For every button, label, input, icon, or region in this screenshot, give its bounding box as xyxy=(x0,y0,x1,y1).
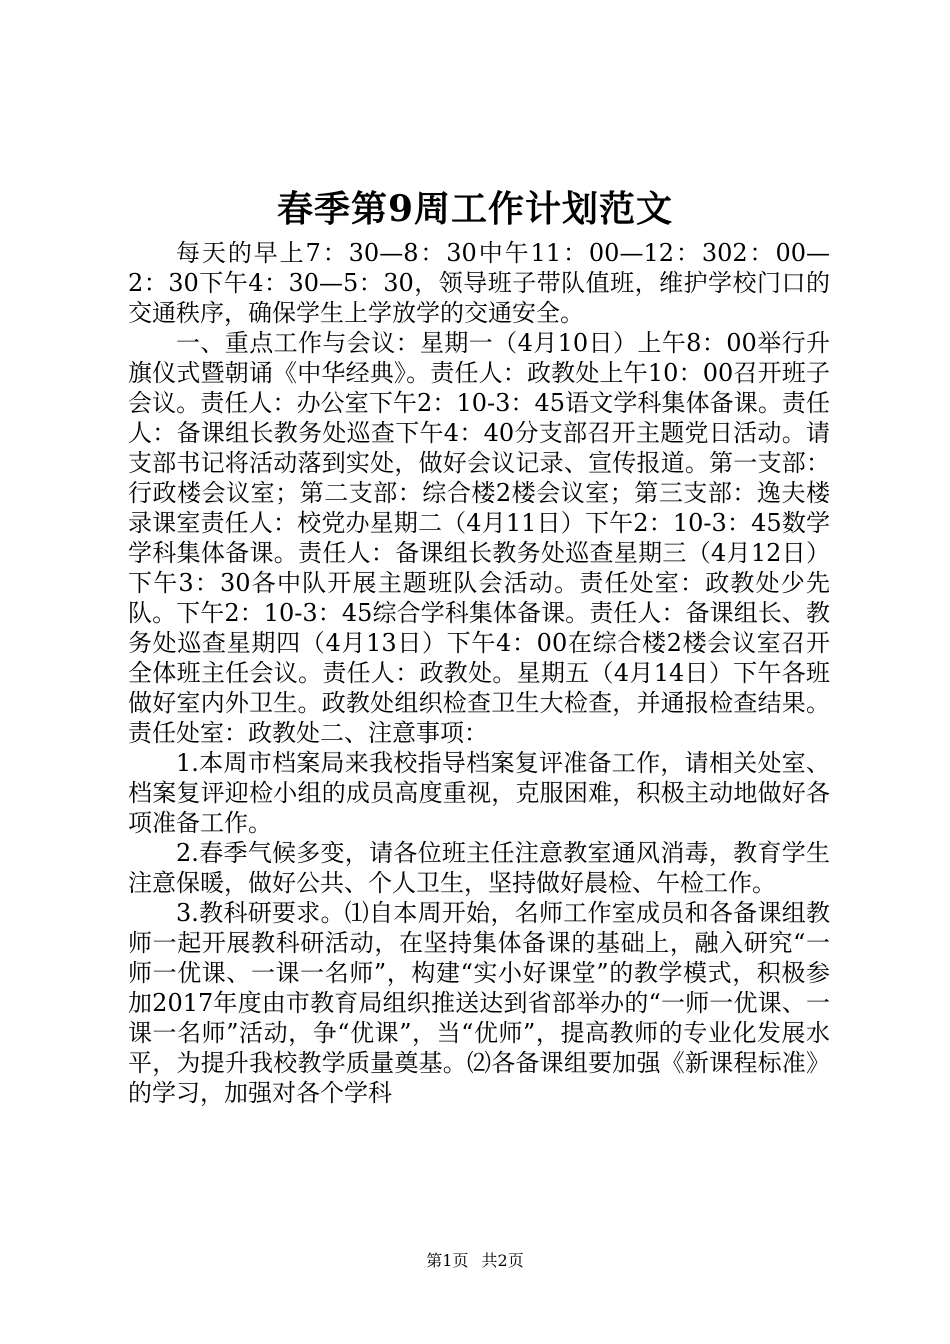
paragraph-duty-schedule: 每天的早上7：30—8：30中午11：00—12：302：00—2：30下午4：30—5：30，领导班子带队值班，维护学校门口的交通秩序，确保学生上学放学的交通安全。 xyxy=(128,239,830,327)
page-number: 第1页 xyxy=(426,1251,469,1270)
document-title: 春季第9周工作计划范文 xyxy=(276,188,674,230)
page-total: 共2页 xyxy=(481,1251,524,1270)
paragraph-key-work: 一、重点工作与会议：星期一（4月10日）上午8：00举行升旗仪式暨朝诵《中华经典》。责任人：政教处上午10：00召开班子会议。责任人：办公室下午2：10-3：45语文学科集体备课。责任人：备课组长教务处巡查下午4：40分支部召开主题党日活动。请支部书记将活动落到实处，做好会议记录、宣传报道。第一支部：行政楼会议室；第二支部：综合楼2楼会议室；第三支部：逸夫楼录课室责任人：校党办星期二（4月11日）下午2：10-3：45数学学科集体备课。责任人：备课组长教务处巡查星期三（4月12日）下午3：30各中队开展主题班队会活动。责任处室：政教处少先队。下午2：10-3：45综合学科集体备课。责任人：备课组长、教务处巡查星期四（4月13日）下午4：00在综合楼2楼会议室召开全体班主任会议。责任人：政教处。星期五（4月14日）下午各班做好室内外卫生。政教处组织检查卫生大检查，并通报检查结果。责任处室：政教处二、注意事项： xyxy=(128,329,830,747)
paragraph-teaching-research: 3.教科研要求。⑴自本周开始，名师工作室成员和各备课组教师一起开展教科研活动，在坚持集体备课的基础上，融入研究“一师一优课、一课一名师”，构建“实小好课堂”的教学模式，积极参加2017年度由市教育局组织推送达到省部举办的“一师一优课、一课一名师”活动，争“优课”，当“优师”，提高教师的专业化发展水平，为提升我校教学质量奠基。⑵各备课组要加强《新课程标准》的学习，加强对各个学科 xyxy=(128,899,830,1107)
document-body xyxy=(128,238,830,1108)
paragraph-archive-review: 1.本周市档案局来我校指导档案复评准备工作，请相关处室、档案复评迎检小组的成员高度重视，克服困难，积极主动地做好各项准备工作。 xyxy=(128,749,830,837)
page-footer xyxy=(0,1251,950,1271)
paragraph-spring-health: 2.春季气候多变，请各位班主任注意教室通风消毒，教育学生注意保暖，做好公共、个人卫生，坚持做好晨检、午检工作。 xyxy=(128,839,830,897)
